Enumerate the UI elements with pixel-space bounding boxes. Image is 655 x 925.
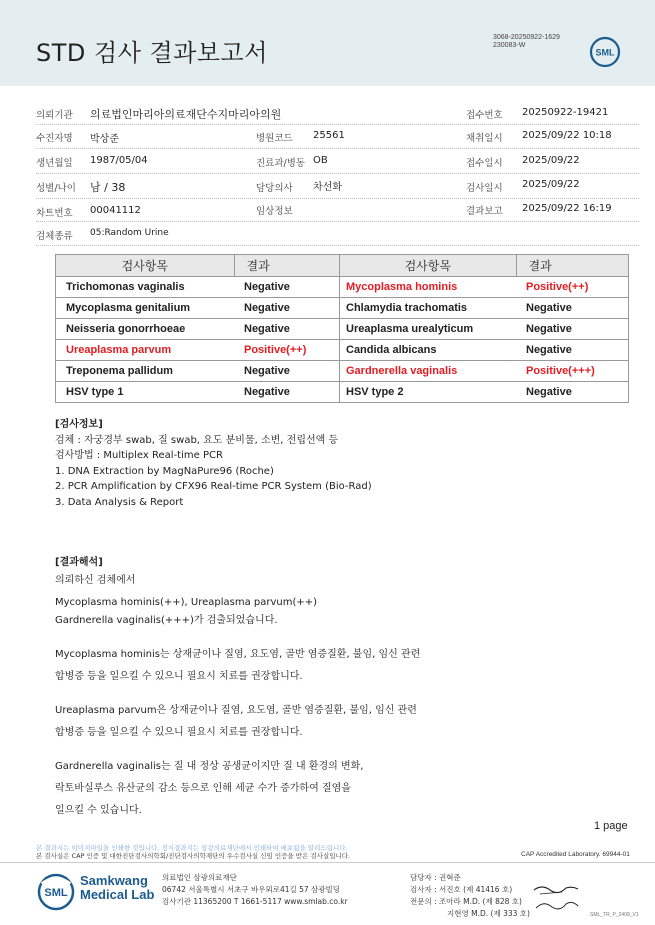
footer-divider — [0, 862, 655, 863]
test-result: Positive(+++) — [516, 361, 629, 382]
meta-row-3 — [36, 150, 639, 174]
test-result: Negative — [234, 298, 340, 319]
staff-tester: 검사자 : 서진호 (제 41416 호) — [410, 885, 513, 894]
samkwang-logo-text — [80, 874, 154, 902]
interpretation-section — [55, 554, 420, 820]
table-row — [56, 340, 629, 361]
org-name: 의료법인 삼광의료재단 — [162, 873, 237, 882]
patient-info — [36, 104, 639, 248]
test-item: Ureaplasma parvum — [56, 340, 235, 361]
sml-logo — [589, 36, 621, 68]
test-result: Negative — [234, 277, 340, 298]
receipt-no-label: 접수번호 — [466, 110, 503, 121]
test-result: Negative — [516, 298, 629, 319]
table-row — [56, 319, 629, 340]
meta-row-4 — [36, 175, 639, 199]
interpretation-paragraph: Ureaplasma parvum은 상재균이나 질염, 요도염, 골반 염증질환, 불임, 임신 관련 — [55, 705, 417, 716]
received-value: 2025/09/22 — [522, 155, 580, 166]
test-result: Negative — [516, 340, 629, 361]
test-result: Negative — [516, 319, 629, 340]
test-item: Gardnerella vaginalis — [340, 361, 517, 382]
staff-specialist-2: 지현영 M.D. (제 333 호) — [447, 909, 530, 918]
test-result: Negative — [234, 319, 340, 340]
chart-no-value: 00041112 — [90, 205, 141, 216]
test-item: Chlamydia trachomatis — [340, 298, 517, 319]
results-table — [55, 254, 629, 403]
page-title: STD 검사 결과보고서 — [36, 39, 268, 67]
doc-no-line-1: 3068-20250922-1629 — [493, 34, 560, 41]
interpretation-paragraph: 락토바실루스 유산균의 감소 등으로 인해 세균 수가 증가하여 질염을 — [55, 783, 351, 794]
doc-no-line-2: 230083-W — [493, 42, 526, 49]
meta-row-2 — [36, 126, 639, 149]
test-info-line: 1. DNA Extraction by MagNaPure96 (Roche) — [55, 465, 274, 477]
institution-value: 의료법인마리아의료재단수지마리아의원 — [90, 108, 282, 121]
specimen-label: 검체종류 — [36, 231, 73, 242]
accreditation-notice: 본 검사실은 CAP 인증 및 대한진단검사의학회/진단검사의학재단의 우수검사실 신임 인증을 받은 검사실입니다. — [36, 852, 351, 860]
interpretation-found: Mycoplasma hominis(++), Ureaplasma parvum(++) — [55, 597, 318, 608]
doctor-label: 담당의사 — [256, 183, 293, 194]
meta-row-5 — [36, 200, 639, 222]
staff-manager: 담당자 : 권혁준 — [410, 873, 461, 882]
table-row — [56, 382, 629, 403]
interpretation-paragraph: Mycoplasma hominis는 상재균이나 질염, 요도염, 골반 염증질환, 불임, 임신 관련 — [55, 649, 421, 660]
test-item: HSV type 2 — [340, 382, 517, 403]
hospital-code-label: 병원코드 — [256, 133, 293, 144]
interpretation-title: [결과해석] — [55, 557, 103, 568]
reported-value: 2025/09/22 16:19 — [522, 203, 612, 214]
table-row — [56, 298, 629, 319]
doctor-value: 차선화 — [313, 182, 342, 193]
dob-label: 생년월일 — [36, 158, 73, 169]
meta-row-6 — [36, 223, 639, 246]
staff-block — [410, 872, 530, 920]
receipt-no-value: 20250922-19421 — [522, 107, 609, 118]
test-item: Trichomonas vaginalis — [56, 277, 235, 298]
dept-value: OB — [313, 155, 328, 166]
tested-value: 2025/09/22 — [522, 179, 580, 190]
test-info-title: [검사정보] — [55, 419, 103, 430]
interpretation-paragraph: 합병증 등을 일으킬 수 있으니 필요시 치료를 권장합니다. — [55, 671, 303, 682]
sml-logo-text: SML — [595, 47, 615, 58]
test-item: HSV type 1 — [56, 382, 235, 403]
test-item: Neisseria gonorrhoeae — [56, 319, 235, 340]
logo-line-1: Samkwang — [80, 873, 148, 888]
collected-value: 2025/09/22 10:18 — [522, 130, 612, 141]
lab-address: 06742 서울특별시 서초구 바우뫼로41길 57 삼광빌딩 — [162, 885, 341, 894]
test-result: Negative — [516, 382, 629, 403]
clinical-label: 임상정보 — [256, 206, 293, 217]
sex-age-value: 남 / 38 — [90, 181, 126, 194]
lab-address-block — [162, 872, 348, 908]
lab-contact: 검사기관 11365200 T 1661-5117 www.smlab.co.kr — [162, 897, 348, 906]
test-item: Mycoplasma hominis — [340, 277, 517, 298]
dob-value: 1987/05/04 — [90, 155, 148, 166]
page-number: 1 page — [594, 820, 628, 832]
cap-accreditation: CAP Accredited Laboratory. 69944-01 — [521, 851, 630, 858]
received-label: 접수일시 — [466, 158, 503, 169]
hospital-code-value: 25561 — [313, 130, 345, 141]
table-row — [56, 361, 629, 382]
samkwang-logo-mark: SML — [44, 887, 68, 899]
interpretation-paragraph: 합병증 등을 일으킬 수 있으니 필요시 치료를 권장합니다. — [55, 727, 303, 738]
print-notice: 본 결과지는 이미지파일을 인쇄한 것입니다. 정식결과지는 삼광의료재단에서 인쇄하여 배포됨을 알려드립니다. — [36, 844, 348, 852]
collected-label: 채취일시 — [466, 133, 503, 144]
reported-label: 결과보고 — [466, 206, 503, 217]
col-result-right: 결과 — [516, 255, 629, 277]
test-info-line: 2. PCR Amplification by CFX96 Real-time PCR System (Bio-Rad) — [55, 481, 372, 492]
test-item: Ureaplasma urealyticum — [340, 319, 517, 340]
sex-age-label: 성별/나이 — [36, 183, 76, 194]
results-header-row — [56, 255, 629, 277]
test-info-line: 3. Data Analysis & Report — [55, 496, 184, 508]
test-info-line: 검체 : 자궁경부 swab, 질 swab, 요도 분비물, 소변, 전립선액 등 — [55, 434, 339, 446]
subject-label: 수진자명 — [36, 133, 73, 144]
dept-label: 진료과/병동 — [256, 158, 306, 169]
interpretation-paragraph: Gardnerella vaginalis는 질 내 정상 공생균이지만 질 내 환경의 변화, — [55, 761, 364, 772]
test-item: Mycoplasma genitalium — [56, 298, 235, 319]
test-info-section — [55, 417, 372, 510]
specimen-value: 05:Random Urine — [90, 228, 169, 238]
test-result: Positive(++) — [516, 277, 629, 298]
document-number — [493, 34, 560, 50]
test-result: Negative — [234, 361, 340, 382]
interpretation-paragraph: 일으킬 수 있습니다. — [55, 805, 142, 816]
col-item-left: 검사항목 — [56, 255, 235, 277]
tested-label: 검사일시 — [466, 183, 503, 194]
test-result: Positive(++) — [234, 340, 340, 361]
signature-image — [532, 880, 582, 915]
test-info-line: 검사방법 : Multiplex Real-time PCR — [55, 450, 223, 461]
test-item: Treponema pallidum — [56, 361, 235, 382]
institution-label: 의뢰기관 — [36, 110, 73, 121]
form-code: SML_TR_P_2408_V1 — [590, 912, 639, 918]
col-item-right: 검사항목 — [340, 255, 517, 277]
interpretation-found: Gardnerella vaginalis(+++)가 검출되었습니다. — [55, 615, 278, 626]
table-row — [56, 277, 629, 298]
col-result-left: 결과 — [234, 255, 340, 277]
test-item: Candida albicans — [340, 340, 517, 361]
logo-line-2: Medical Lab — [80, 887, 155, 902]
interpretation-intro: 의뢰하신 검체에서 — [55, 575, 136, 586]
meta-row-1 — [36, 104, 639, 125]
chart-no-label: 차트번호 — [36, 208, 73, 219]
subject-value: 박상준 — [90, 134, 119, 145]
test-result: Negative — [234, 382, 340, 403]
staff-specialist: 전문의 : 조아라 M.D. (제 828 호) — [410, 897, 522, 906]
